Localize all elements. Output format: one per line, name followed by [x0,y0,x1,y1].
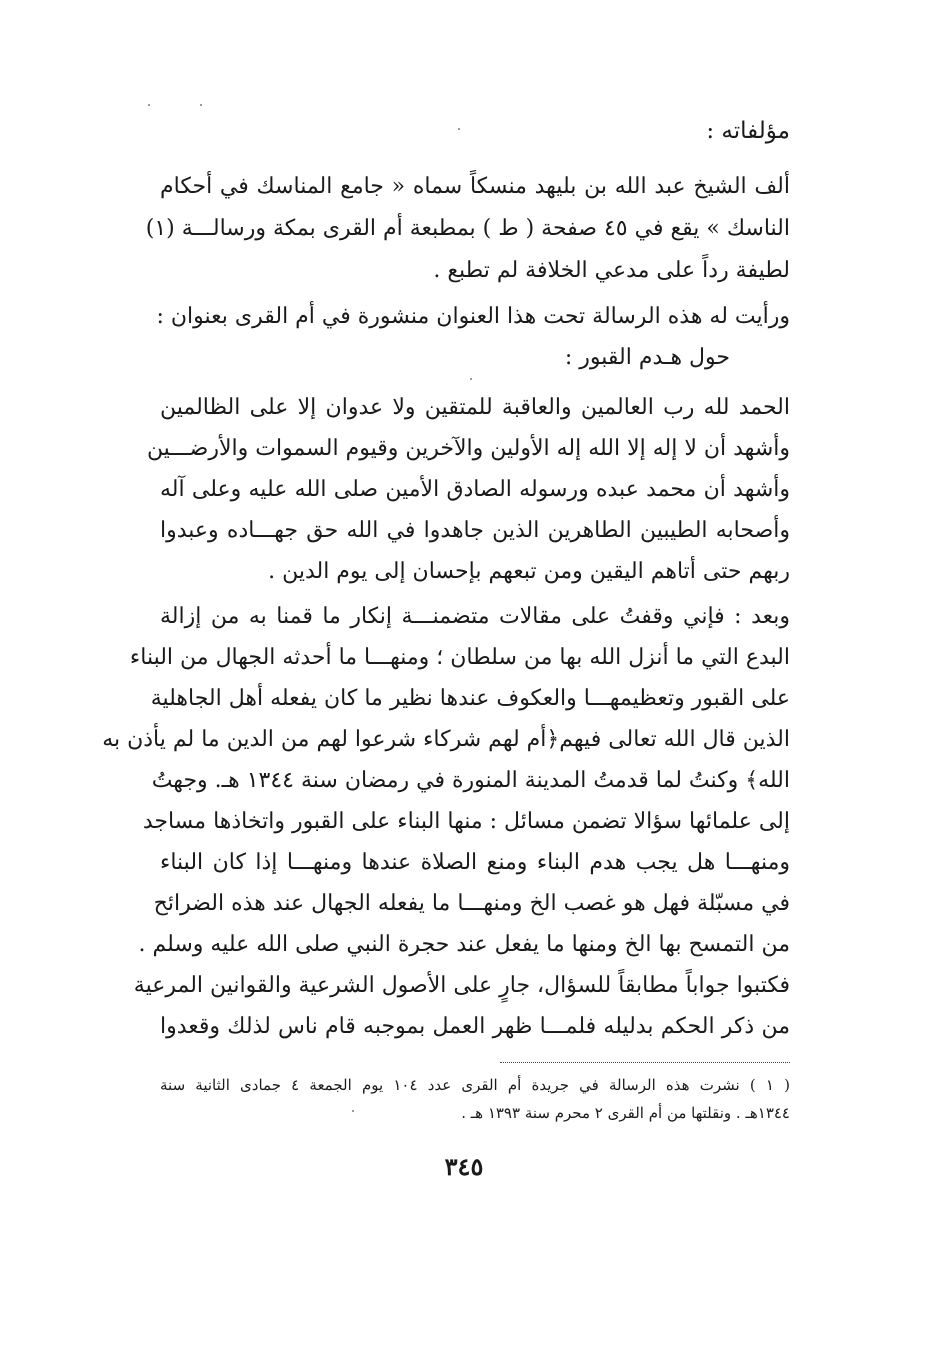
paragraph-4-line-2: البدع التي ما أنزل الله بها من سلطان ؛ ومنهـــا ما أحدثه الجهال من البناء [129,645,790,670]
footnote-line-1: ( ١ ) نشرت هذه الرسالة في جريدة أم القرى عدد ١٠٤ يوم الجمعة ٤ جمادى الثانية سنة [160,1076,790,1094]
paragraph-1-line-1: ألف الشيخ عبد الله بن بليهد منسكاً سماه « جامع المناسك في أحكام [160,174,790,199]
paragraph-1-line-2: الناسك » يقع في ٤٥ صفحة ( ط ) بمطبعة أم القرى بمكة ورسالـــة (١) [145,216,790,241]
footnote-line-2: ١٣٤٤هـ . ونقلتها من أم القرى ٢ محرم سنة ١٣٩٣ هـ . [461,1104,790,1122]
paragraph-4-line-3: على القبور وتعظيمهـــا والعكوف عندها نظير ما كان يفعله أهل الجاهلية [150,686,790,711]
paragraph-1-line-3: لطيفة رداً على مدعي الخلافة لم تطبع . [433,258,790,283]
paragraph-4-line-11: من ذكر الحكم بدليله فلمـــا ظهر العمل بموجبه قام ناس لذلك وقعدوا [160,1014,790,1039]
paragraph-4-line-4: الذين قال الله تعالى فيهم﴿أم لهم شركاء شرعوا لهم من الدين ما لم يأذن به [102,727,790,752]
paragraph-2: ورأيت له هذه الرسالة تحت هذا العنوان منشورة في أم القرى بعنوان : [156,304,790,329]
paragraph-3-line-5: ربهم حتى أتاهم اليقين ومن تبعهم بإحسان إلى يوم الدين . [268,559,790,584]
paragraph-4-line-9: من التمسح بها الخ ومنها ما يفعل عند حجرة النبي صلى الله عليه وسلم . [138,932,790,957]
page-number: ٣٤٥ [444,1152,484,1181]
scan-speck [458,128,460,130]
paragraph-4-line-6: إلى علمائها سؤالا تضمن مسائل : منها البناء على القبور واتخاذها مساجد [142,809,790,834]
paragraph-3-line-2: وأشهد أن لا إله إلا الله إله الأولين والآخرين وقيوم السموات والأرضـــين [146,436,790,461]
section-heading: مؤلفاته : [706,118,790,144]
paragraph-4-line-8: في مسبّلة فهل هو غصب الخ ومنهـــا ما يفعله الجهال عند هذه الضرائح [153,891,790,916]
paragraph-4-line-7: ومنهـــا هل يجب هدم البناء ومنع الصلاة عندها ومنهـــا إذا كان البناء [160,850,790,875]
scan-speck [148,104,150,106]
paragraph-4-line-10: فكتبوا جواباً مطابقاً للسؤال، جارٍ على الأصول الشرعية والقوانين المرعية [133,973,790,998]
paragraph-4-line-1: وبعد : فإني وقفتُ على مقالات متضمنـــة إنكار ما قمنا به من إزالة [160,604,790,629]
scan-speck [470,378,472,380]
footnote-separator [500,1062,790,1063]
paragraph-3-line-1: الحمد لله رب العالمين والعاقبة للمتقين ولا عدوان إلا على الظالمين [160,395,790,420]
letter-title: حول هـدم القبور : [564,345,730,370]
paragraph-4-line-5: الله﴾ وكنتُ لما قدمتُ المدينة المنورة في رمضان سنة ١٣٤٤ هـ. وجهتُ [151,768,790,793]
scan-speck [200,104,202,106]
paragraph-3-line-4: وأصحابه الطيبين الطاهرين الذين جاهدوا في الله حق جهـــاده وعبدوا [160,518,790,543]
scan-speck [352,1110,354,1112]
paragraph-3-line-3: وأشهد أن محمد عبده ورسوله الصادق الأمين صلى الله عليه وعلى آله [160,477,790,502]
